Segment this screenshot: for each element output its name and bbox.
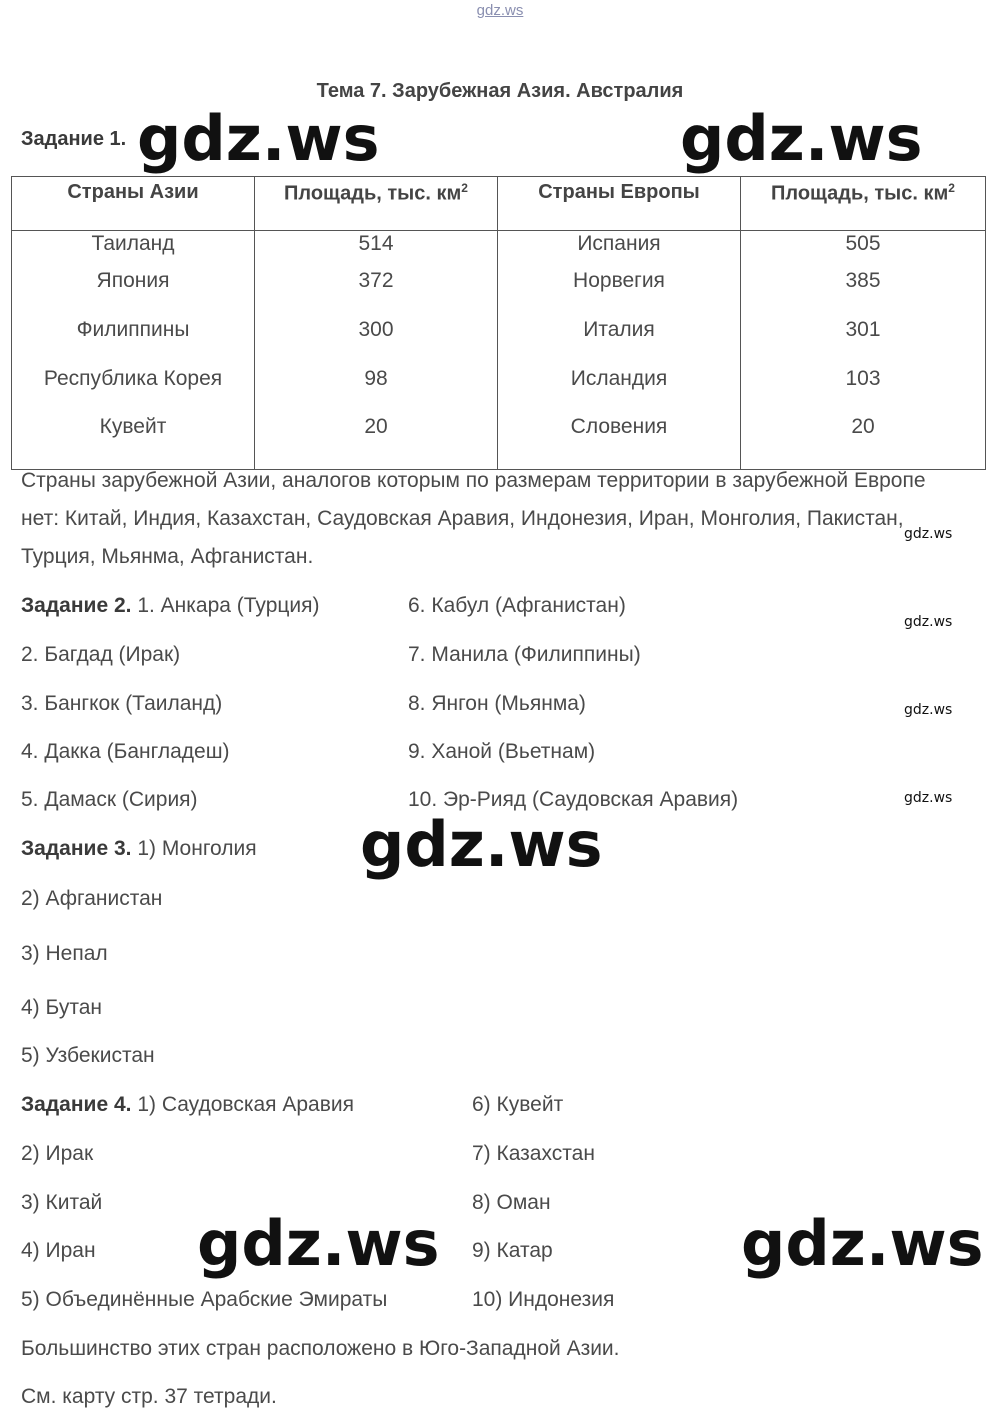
watermark: gdz.ws: [680, 102, 923, 175]
task2-item: Задание 2. 1. Анкара (Турция): [21, 594, 320, 617]
table-cell: Исландия: [570, 366, 668, 390]
europe-areas-column: [741, 231, 986, 470]
watermark: gdz.ws: [904, 790, 953, 806]
task4-item: 4) Иран: [21, 1239, 96, 1262]
table-cell: Япония: [96, 269, 170, 292]
table-header-row: [12, 177, 986, 231]
task1-note-line: Турция, Мьянма, Афганистан.: [21, 545, 314, 568]
task2-label: Задание 2.: [21, 594, 132, 617]
table-cell: Испания: [577, 232, 661, 255]
table-body-row: [12, 231, 986, 470]
task4-item: Задание 4. 1) Саудовская Аравия: [21, 1093, 354, 1116]
page-title: Тема 7. Зарубежная Азия. Австралия: [316, 80, 684, 102]
watermark: gdz.ws: [741, 1207, 984, 1280]
watermark: gdz.ws: [137, 102, 380, 175]
top-watermark-link[interactable]: gdz.ws: [476, 2, 524, 19]
table-cell: 385: [845, 269, 881, 292]
table-cell: 20: [364, 415, 388, 439]
table-cell: 20: [851, 415, 875, 439]
watermark: gdz.ws: [904, 526, 953, 542]
watermark: gdz.ws: [904, 614, 953, 630]
table-cell: Норвегия: [573, 269, 665, 292]
asia-areas-column: [255, 231, 498, 470]
table-cell: Филиппины: [76, 317, 190, 341]
task4-item: 6) Кувейт: [472, 1093, 564, 1116]
task3-item: 5) Узбекистан: [21, 1044, 155, 1067]
task3-item: 3) Непал: [21, 942, 108, 965]
watermark: gdz.ws: [360, 808, 603, 881]
asia-countries-column: [12, 231, 255, 470]
task2-item: 4. Дакка (Бангладеш): [21, 740, 230, 763]
table-cell: Кувейт: [99, 415, 167, 439]
header-europe-countries: Страны Европы: [498, 177, 741, 231]
area-comparison-table: [11, 176, 986, 470]
task4-item: 8) Оман: [472, 1191, 551, 1214]
watermark: gdz.ws: [904, 702, 953, 718]
task3-label: Задание 3.: [21, 837, 132, 860]
table-cell: Таиланд: [91, 232, 175, 255]
task2-item: 2. Багдад (Ирак): [21, 643, 181, 666]
task1-note-line: Страны зарубежной Азии, аналогов которым по размерам территории в зарубежной Европе: [21, 469, 926, 492]
watermark: gdz.ws: [197, 1207, 440, 1280]
task3-item: Задание 3. 1) Монголия: [21, 837, 257, 860]
europe-countries-column: [498, 231, 741, 470]
task4-note: Большинство этих стран расположено в Юго-Западной Азии.: [21, 1337, 620, 1360]
table-cell: 505: [845, 232, 881, 255]
task2-item: 9. Ханой (Вьетнам): [408, 740, 596, 763]
table-cell: 103: [845, 366, 881, 390]
task3-item: 2) Афганистан: [21, 887, 163, 910]
table-cell: 98: [364, 366, 388, 390]
table-cell: 372: [358, 269, 394, 292]
header-asia-area: Площадь, тыс. $км^2$: [255, 177, 498, 231]
task1-label: Задание 1.: [21, 128, 127, 150]
table-cell: 300: [358, 317, 394, 341]
table-cell: Республика Корея: [43, 366, 223, 390]
table-cell: 514: [358, 232, 394, 255]
task4-item: 2) Ирак: [21, 1142, 94, 1165]
task4-label: Задание 4.: [21, 1093, 132, 1116]
task4-note: См. карту стр. 37 тетради.: [21, 1385, 277, 1408]
task3-item: 4) Бутан: [21, 996, 102, 1019]
task4-item: 9) Катар: [472, 1239, 553, 1262]
table-cell: Словения: [570, 415, 668, 439]
task2-item: 7. Манила (Филиппины): [408, 643, 641, 666]
task2-item: 8. Янгон (Мьянма): [408, 692, 586, 715]
header-europe-area: Площадь, тыс. $км^2$: [741, 177, 986, 231]
task2-item: 6. Кабул (Афганистан): [408, 594, 626, 617]
table-cell: Италия: [583, 317, 655, 341]
task2-item: 5. Дамаск (Сирия): [21, 788, 198, 811]
task4-item: 5) Объединённые Арабские Эмираты: [21, 1288, 388, 1311]
task2-item: 3. Бангкок (Таиланд): [21, 692, 223, 715]
task4-item: 10) Индонезия: [472, 1288, 615, 1311]
header-asia-countries: Страны Азии: [12, 177, 255, 231]
table-cell: 301: [845, 317, 881, 341]
task4-item: 7) Казахстан: [472, 1142, 595, 1165]
task1-note-line: нет: Китай, Индия, Казахстан, Саудовская Аравия, Индонезия, Иран, Монголия, Пакистан,: [21, 507, 904, 530]
task4-item: 3) Китай: [21, 1191, 103, 1214]
task2-item: 10. Эр-Рияд (Саудовская Аравия): [408, 788, 739, 811]
